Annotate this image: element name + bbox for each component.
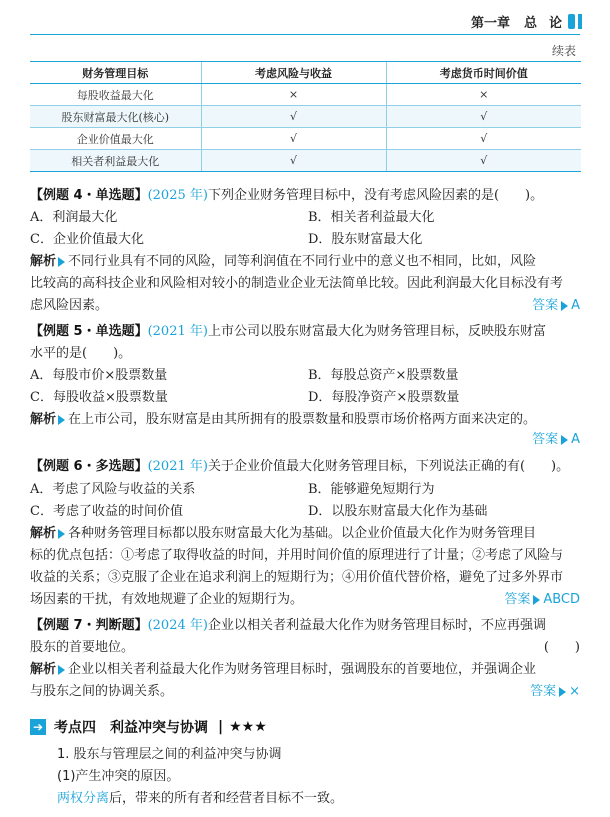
ex5-label: 【例题 5・单选题】 (30, 324, 148, 339)
ex6-explanation-line (30, 524, 580, 544)
ex4-explanation-text: 不同行业具有不同的风险，同等利润值在不同行业中的意义也不相同，比如，风险 (68, 254, 537, 269)
ex5-option-c: C．每股收益×股票数量 (30, 390, 168, 405)
ex5-question (30, 322, 580, 342)
table-header: 考虑货币时间价值 (386, 62, 581, 84)
answer-label: 答案 (530, 684, 557, 699)
ex4-option-b: B．相关者利益最大化 (308, 210, 435, 225)
ex6-option-b: B．能够避免短期行为 (308, 482, 435, 497)
ex5-question-line: 水平的是( )。 (30, 346, 132, 361)
chapter-title-b: 论 (548, 16, 562, 31)
table-cell: 每股收益最大化 (30, 84, 201, 106)
table-cell: √ (201, 128, 386, 150)
continued-label: 续表 (551, 44, 576, 58)
ex6-question-text: 关于企业价值最大化财务管理目标，下列说法正确的有( )。 (207, 459, 570, 474)
ex7-answer (530, 682, 580, 702)
ex5-question-text: 上市公司以股东财富最大化为财务管理目标，反映股东财富 (207, 324, 546, 339)
ex7-explanation-line: 与股东之间的协调关系。 (30, 684, 174, 699)
ex6-year: (2021 年) (147, 459, 208, 474)
ex6-explanation-text: 各种财务管理目标都以股东财富最大化为基础。以企业价值最大化作为财务管理目 (68, 526, 537, 541)
play-arrow-icon (561, 301, 568, 311)
ex4-question-text: 下列企业财务管理目标中，没有考虑风险因素的是( )。 (207, 188, 544, 203)
ex4-explanation-line: 虑风险因素。 (30, 298, 109, 313)
ex6-explanation-line: 场因素的干扰，有效地规避了企业的短期行为。 (30, 592, 304, 607)
section-heading (30, 717, 267, 737)
table-cell: 企业价值最大化 (30, 128, 201, 150)
table-cell: × (201, 84, 386, 106)
answer-value: ABCD (543, 592, 580, 607)
goals-table (30, 61, 581, 172)
ex4-answer (532, 296, 580, 316)
paragraph-text: 后，带来的所有者和经营者目标不一致。 (109, 791, 344, 806)
table-header: 考虑风险与收益 (201, 62, 386, 84)
ex6-answer (504, 590, 580, 610)
answer-value: × (569, 684, 580, 699)
play-arrow-icon (533, 595, 540, 605)
play-arrow-icon (58, 257, 65, 267)
ex7-question-text: 企业以相关者利益最大化作为财务管理目标时，不应再强调 (207, 618, 546, 633)
section-paragraph: 1. 股东与管理层之间的利益冲突与协调 (57, 747, 282, 762)
header-divider (30, 34, 580, 35)
ex6-explanation-line: 收益的关系；③克服了企业在追求利润上的短期行为；④用价值代替价格，避免了过多外界市 (30, 570, 564, 585)
chapter-bar-icon (568, 14, 575, 29)
table-cell: × (386, 84, 581, 106)
ex6-explanation-line: 标的优点包括：①考虑了取得收益的时间，并用时间价值的原理进行了计量；②考虑了风险与 (30, 548, 564, 563)
table-header: 财务管理目标 (30, 62, 201, 84)
ex4-question (30, 186, 580, 206)
answer-label: 答案 (504, 592, 531, 607)
table-cell: √ (386, 150, 581, 172)
ex7-label: 【例题 7・判断题】 (30, 618, 148, 633)
ex5-option-a: A．每股市价×股票数量 (30, 368, 168, 383)
answer-label: 答案 (532, 432, 559, 447)
chapter-header (471, 12, 582, 31)
ex6-label: 【例题 6・多选题】 (30, 459, 148, 474)
ex4-option-c: C．企业价值最大化 (30, 232, 144, 247)
ex7-year: (2024 年) (147, 618, 208, 633)
section-title: 考点四 利益冲突与协调 (54, 720, 208, 736)
ex4-option-d: D．股东财富最大化 (308, 232, 423, 247)
ex7-explanation-line (30, 660, 580, 680)
ex4-option-a: A．利润最大化 (30, 210, 118, 225)
table-cell: √ (201, 106, 386, 128)
section-divider: | (218, 719, 224, 735)
answer-label: 答案 (532, 298, 559, 313)
play-arrow-icon (58, 415, 65, 425)
table-row (30, 150, 581, 172)
ex5-year: (2021 年) (147, 324, 208, 339)
play-arrow-icon (58, 665, 65, 675)
ex7-answer-paren: ( ) (543, 640, 580, 655)
ex4-explanation-line: 比较高的高科技企业和风险相对较小的制造业企业无法简单比较。因此利润最大化目标没有考 (30, 276, 564, 291)
ex6-option-d: D．以股东财富最大化作为基础 (308, 504, 488, 519)
highlight-term: 两权分离 (57, 791, 110, 806)
ex4-year: (2025 年) (147, 188, 208, 203)
ex5-explanation-text: 在上市公司，股东财富是由其所拥有的股票数量和股票市场价格两方面来决定的。 (68, 412, 537, 427)
ex5-option-d: D．每股净资产×股票数量 (308, 390, 460, 405)
ex4-explanation-line (30, 252, 580, 272)
table-cell: 股东财富最大化(核心) (30, 106, 201, 128)
arrow-right-icon: ➔ (30, 719, 46, 735)
ex7-explanation-text: 企业以相关者利益最大化作为财务管理目标时，强调股东的首要地位，并强调企业 (68, 662, 537, 677)
ex7-explanation-label: 解析 (30, 662, 57, 677)
table-row (30, 128, 581, 150)
chapter-number: 第一章 (470, 16, 510, 31)
table-cell: √ (386, 106, 581, 128)
ex5-explanation-line (30, 410, 580, 430)
table-cell: √ (386, 128, 581, 150)
section-stars: ★★★ (229, 719, 267, 735)
table-header-row (30, 62, 581, 84)
table-cell: 相关者利益最大化 (30, 150, 201, 172)
answer-value: A (571, 298, 580, 313)
chapter-title-a: 总 (523, 16, 537, 31)
chapter-bar-small-icon (578, 14, 582, 29)
ex7-question (30, 616, 580, 636)
ex4-label: 【例题 4・单选题】 (30, 188, 148, 203)
ex5-option-b: B．每股总资产×股票数量 (308, 368, 459, 383)
ex5-explanation-label: 解析 (30, 412, 57, 427)
table-row (30, 84, 581, 106)
table-cell: √ (201, 150, 386, 172)
table-row (30, 106, 581, 128)
section-paragraph (57, 789, 343, 809)
ex4-explanation-label: 解析 (30, 254, 57, 269)
ex7-question-line: 股东的首要地位。 (30, 640, 135, 655)
ex5-answer (532, 430, 580, 450)
play-arrow-icon (559, 687, 566, 697)
ex6-option-a: A．考虑了风险与收益的关系 (30, 482, 196, 497)
play-arrow-icon (58, 529, 65, 539)
ex6-explanation-label: 解析 (30, 526, 57, 541)
ex6-option-c: C．考虑了收益的时间价值 (30, 504, 183, 519)
ex6-question (30, 457, 580, 477)
play-arrow-icon (561, 435, 568, 445)
answer-value: A (571, 432, 580, 447)
section-paragraph: (1)产生冲突的原因。 (57, 769, 180, 784)
